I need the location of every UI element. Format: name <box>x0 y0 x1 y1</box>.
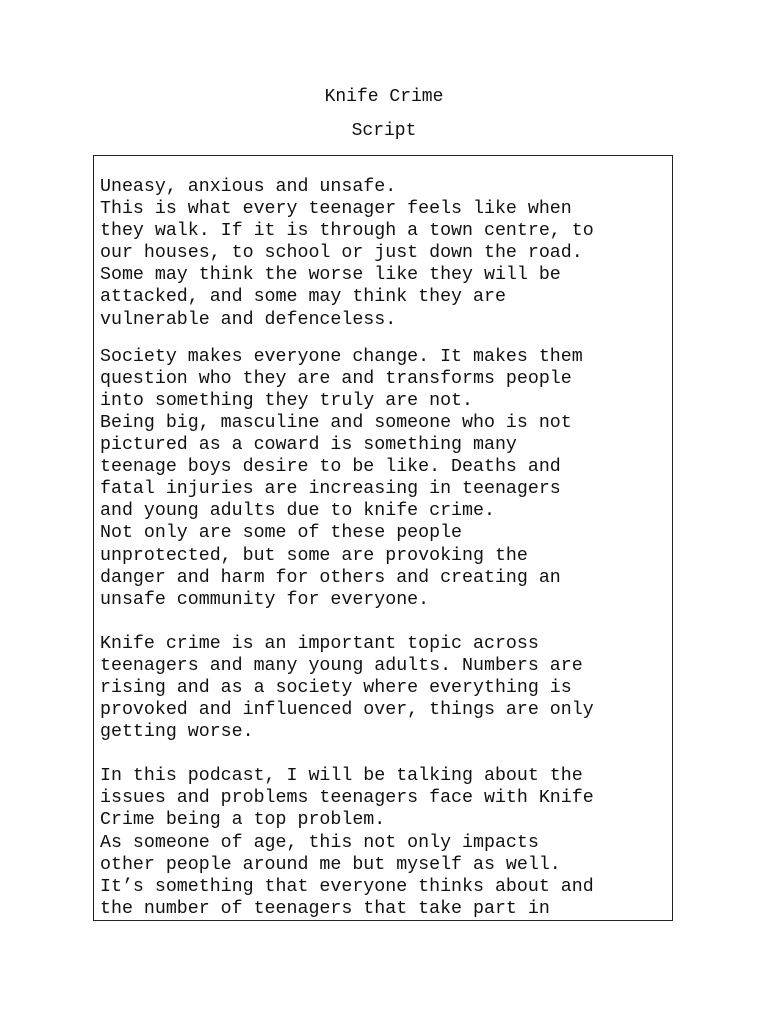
script-line: unsafe community for everyone. <box>100 589 430 610</box>
paragraph-3 <box>100 633 672 743</box>
script-line: Crime being a top problem. <box>100 810 386 831</box>
script-line: unprotected, but some are provoking the <box>100 545 528 566</box>
script-line: provoked and influenced over, things are only <box>100 700 594 721</box>
script-line: Society makes everyone change. It makes them <box>100 346 583 367</box>
paragraph-spacer <box>100 331 672 346</box>
script-line: and young adults due to knife crime. <box>100 501 495 522</box>
script-line: As someone of age, this not only impacts <box>100 832 539 853</box>
document-title: Knife Crime <box>324 87 444 107</box>
script-line: danger and harm for others and creating an <box>100 567 561 588</box>
script-line: our houses, to school or just down the road. <box>100 243 583 264</box>
paragraph-4 <box>100 765 672 920</box>
script-line: pictured as a coward is something many <box>100 435 517 456</box>
script-line: Knife crime is an important topic across <box>100 633 539 654</box>
script-line: Uneasy, anxious and unsafe. <box>100 177 397 197</box>
script-line: In this podcast, I will be talking about the <box>100 766 583 787</box>
script-line: attacked, and some may think they are <box>100 287 506 308</box>
script-line: Not only are some of these people <box>100 523 463 544</box>
paragraph-spacer <box>100 743 672 765</box>
script-line: issues and problems teenagers face with Knife <box>100 788 594 809</box>
script-line: they walk. If it is through a town centre, to <box>100 221 594 242</box>
script-line: teenagers and many young adults. Numbers are <box>100 655 583 676</box>
script-line: fatal injuries are increasing in teenagers <box>100 479 561 500</box>
paragraph-1 <box>100 176 672 331</box>
script-line: rising and as a society where everything is <box>100 677 572 698</box>
script-line: question who they are and transforms people <box>100 368 572 389</box>
script-line: teenage boys desire to be like. Deaths and <box>100 457 561 478</box>
paragraph-spacer <box>100 611 672 633</box>
script-line: It’s something that everyone thinks about and <box>100 876 594 897</box>
script-body <box>100 176 672 920</box>
script-line: the number of teenagers that take part in <box>100 898 550 919</box>
script-line: other people around me but myself as well. <box>100 854 561 875</box>
script-line: getting worse. <box>100 722 254 743</box>
script-line: Some may think the worse like they will be <box>100 265 561 286</box>
script-line: Being big, masculine and someone who is not <box>100 412 572 433</box>
script-line: This is what every teenager feels like when <box>100 199 572 220</box>
script-line: vulnerable and defenceless. <box>100 309 397 330</box>
script-line: into something they truly are not. <box>100 390 473 411</box>
document-subtitle: Script <box>351 121 417 141</box>
script-text-box <box>93 155 673 921</box>
paragraph-2 <box>100 346 672 611</box>
